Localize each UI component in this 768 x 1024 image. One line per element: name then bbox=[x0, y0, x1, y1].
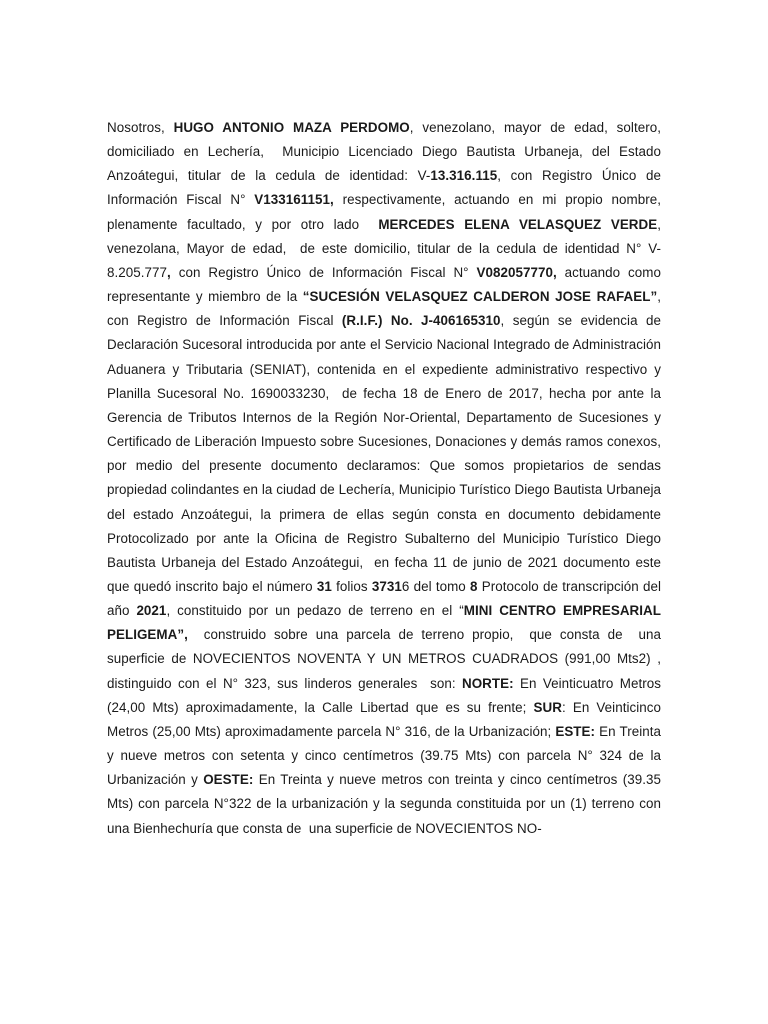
text-run: folios bbox=[331, 578, 372, 594]
text-run: , según se evidencia de Declaración Sucesoral introducida por ante el Servicio Nacional Integrado de Administración Aduanera y Tributaria (SENIAT), contenida en el expediente administrativo respectivo y Planilla Sucesoral No. 1690033230, de fecha 18 de Enero de 2017, hecha por ante la Gerencia de Tributos Internos de la Región Nor-Oriental, Departamento de Sucesiones y Certificado de Liberación Impuesto sobre Sucesiones, Donaciones y demás ramos conexos, por medio del presente documento declaramos: Que somos propietarios de sendas propiedad colindantes en la ciudad de Lechería, Municipio Turístico Diego Bautista Urbaneja del estado Anzoátegui, la primera de ellas según consta en documento debidamente Protocolizado por ante la Oficina de Registro Subalterno del Municipio Turístico Diego Bautista Urbaneja del Estado Anzoátegui, en fecha 11 de junio de 2021 documento este que quedó inscrito bajo el número bbox=[107, 313, 665, 594]
text-run: En Treinta y nueve metros con setenta y cinco centímetros (39.75 Mts) con parcela N° 324 de la Urbanización y bbox=[107, 723, 665, 788]
bold-text-run: 13.316.115 bbox=[430, 168, 498, 184]
text-run: Protocolo de transcripción del año bbox=[107, 578, 665, 619]
text-run: , constituido por un pedazo de terreno en el “ bbox=[166, 603, 464, 619]
bold-text-run: , bbox=[167, 264, 171, 280]
text-run: , con Registro de Información Fiscal bbox=[107, 289, 665, 329]
text-run: construido sobre una parcela de terreno propio, que consta de una superficie de NOVECIENTOS NOVENTA Y UN METROS CUADRADOS (991,00 Mts2) , distinguido con el N° 323, sus linderos generales son: bbox=[107, 627, 665, 691]
text-run: : En Veinticinco Metros (25,00 Mts) aproximadamente parcela N° 316, de la Urbanización; bbox=[107, 699, 665, 739]
text-run: actuando como representante y miembro de la bbox=[107, 264, 665, 305]
text-run: , venezolano, mayor de edad, soltero, domiciliado en Lechería, Municipio Licenciado Diego Bautista Urbaneja, del Estado Anzoátegui, titular de la cedula de identidad: V- bbox=[107, 120, 665, 184]
bold-text-run: “SUCESIÓN VELASQUEZ CALDERON JOSE RAFAEL” bbox=[302, 289, 658, 305]
bold-text-run: 3731 bbox=[371, 578, 402, 594]
bold-text-run: 2021 bbox=[136, 603, 167, 619]
bold-text-run: 31 bbox=[316, 578, 332, 594]
text-run: En Treinta y nueve metros con treinta y cinco centímetros (39.35 Mts) con parcela N°322 de la urbanización y la segunda constituida por un (1) terreno con una Bienhechuría que consta de una superficie de NOVECIENTOS NO- bbox=[107, 772, 665, 836]
bold-text-run: V133161151, bbox=[254, 192, 334, 208]
bold-text-run: MERCEDES ELENA VELASQUEZ VERDE bbox=[378, 216, 658, 232]
bold-text-run: OESTE: bbox=[203, 772, 254, 788]
text-run: , venezolana, Mayor de edad, de este domicilio, titular de la cedula de identidad N° V-8.205.777 bbox=[107, 216, 665, 280]
document-paragraph bbox=[107, 116, 665, 841]
text-run: 6 del tomo bbox=[401, 578, 471, 594]
text-run: Nosotros, bbox=[107, 120, 174, 135]
bold-text-run: NORTE: bbox=[461, 675, 514, 691]
bold-text-run: HUGO ANTONIO MAZA PERDOMO bbox=[173, 120, 410, 135]
bold-text-run: (R.I.F.) No. J-406165310 bbox=[341, 313, 501, 329]
bold-text-run: ESTE: bbox=[555, 723, 596, 739]
text-run: En Veinticuatro Metros (24,00 Mts) aproximadamente, la Calle Libertad que es su frente; bbox=[107, 675, 665, 715]
text-run: , con Registro Único de Información Fiscal N° bbox=[107, 168, 665, 208]
bold-text-run: V082057770, bbox=[476, 264, 557, 280]
bold-text-run: MINI CENTRO EMPRESARIAL PELIGEMA”, bbox=[107, 603, 665, 643]
text-run: con Registro Único de Información Fiscal N° bbox=[170, 264, 477, 280]
text-run: respectivamente, actuando en mi propio nombre, plenamente facultado, y por otro lado bbox=[107, 192, 665, 232]
bold-text-run: SUR bbox=[533, 699, 562, 715]
bold-text-run: 8 bbox=[470, 578, 478, 594]
